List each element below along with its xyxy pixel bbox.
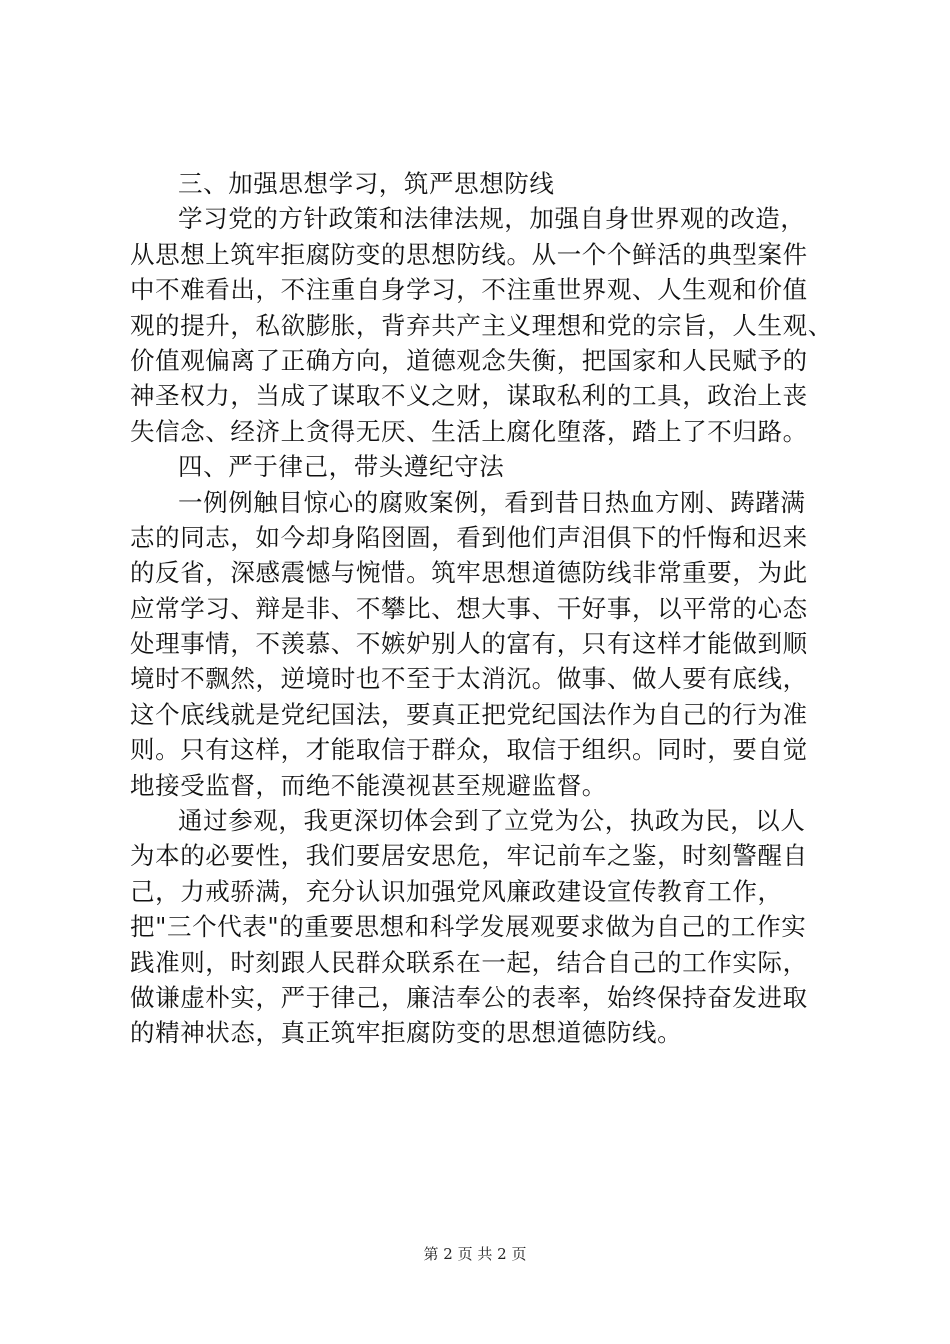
- text-line: 通过参观，我更深切体会到了立党为公，执政为民，以人: [178, 806, 806, 836]
- text-line: 境时不飘然，逆境时也不至于太消沉。做事、做人要有底线，: [130, 664, 808, 694]
- text-line: 从思想上筑牢拒腐防变的思想防线。从一个个鲜活的典型案件: [130, 239, 808, 269]
- text-line: 处理事情，不羡慕、不嫉妒别人的富有，只有这样才能做到顺: [130, 629, 808, 659]
- text-line: 则。只有这样，才能取信于群众，取信于组织。同时，要自觉: [130, 735, 808, 765]
- text-line: 这个底线就是党纪国法，要真正把党纪国法作为自己的行为准: [130, 699, 808, 729]
- text-line: 地接受监督，而绝不能漠视甚至规避监督。: [130, 770, 607, 800]
- text-line: 的精神状态，真正筑牢拒腐防变的思想道德防线。: [130, 1018, 683, 1048]
- text-line: 观的提升，私欲膨胀，背弃共产主义理想和党的宗旨，人生观、: [130, 310, 833, 340]
- page-footer: 第 2 页 共 2 页: [423, 1245, 527, 1263]
- text-line: 一例例触目惊心的腐败案例，看到昔日热血方刚、踌躇满: [178, 487, 806, 517]
- text-line: 三、加强思想学习，筑严思想防线: [178, 169, 555, 198]
- text-line: 把"三个代表"的重要思想和科学发展观要求做为自己的工作实: [130, 912, 807, 942]
- text-line: 中不难看出，不注重自身学习，不注重世界观、人生观和价值: [130, 275, 808, 305]
- text-line: 神圣权力，当成了谋取不义之财，谋取私利的工具，政治上丧: [130, 381, 808, 411]
- text-line: 为本的必要性，我们要居安思危，牢记前车之鉴，时刻警醒自: [130, 841, 808, 871]
- text-line: 己，力戒骄满，充分认识加强党风廉政建设宣传教育工作，: [130, 876, 783, 906]
- text-line: 践准则，时刻跟人民群众联系在一起，结合自己的工作实际，: [130, 947, 808, 977]
- text-line: 做谦虚朴实，严于律己，廉洁奉公的表率，始终保持奋发进取: [130, 982, 808, 1012]
- text-line: 的反省，深感震憾与惋惜。筑牢思想道德防线非常重要，为此: [130, 558, 808, 588]
- text-line: 学习党的方针政策和法律法规，加强自身世界观的改造，: [178, 204, 806, 234]
- text-line: 四、严于律己，带头遵纪守法: [178, 452, 505, 482]
- text-line: 失信念、经济上贪得无厌、生活上腐化堕落，踏上了不归路。: [130, 416, 808, 446]
- text-line: 应常学习、辩是非、不攀比、想大事、干好事，以平常的心态: [130, 593, 808, 623]
- text-line: 价值观偏离了正确方向，道德观念失衡，把国家和人民赋予的: [130, 345, 808, 375]
- text-line: 志的同志，如今却身陷囹圄，看到他们声泪俱下的忏悔和迟来: [130, 522, 808, 552]
- document-body: [130, 166, 833, 1051]
